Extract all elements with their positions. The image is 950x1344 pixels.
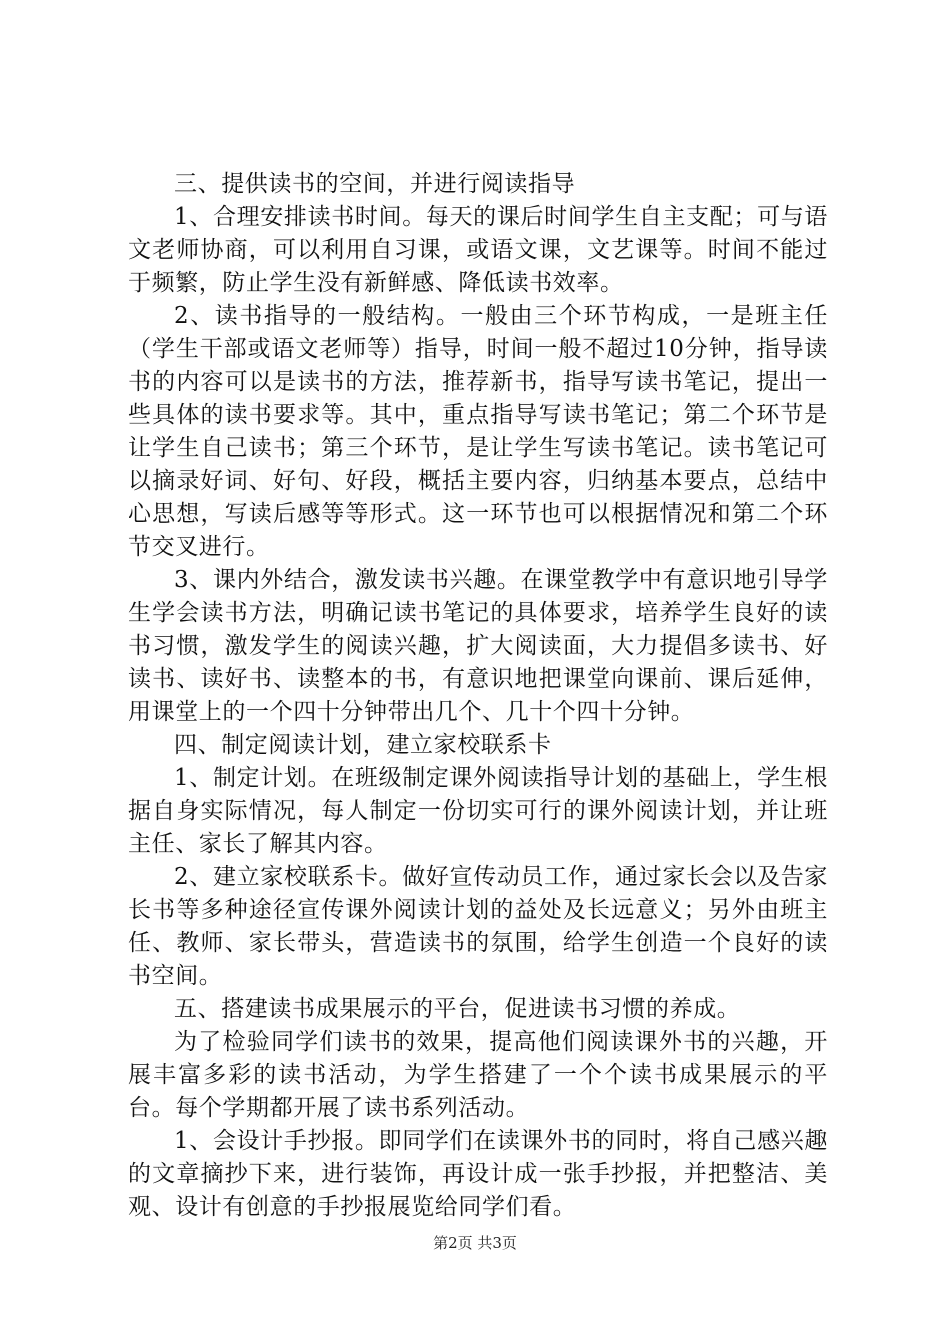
paragraph: 3、课内外结合，激发读书兴趣。在课堂教学中有意识地引导学生学会读书方法，明确记读书笔记的具体要求，培养学生良好的读书习惯，激发学生的阅读兴趣，扩大阅读面，大力提倡多读书、好读书、读好书、读整本的书，有意识地把课堂向课前、课后延伸，用课堂上的一个四十分钟带出几个、几十个四十分钟。 — [128, 567, 828, 725]
section-heading-4: 四、制定阅读计划，建立家校联系卡 — [174, 732, 552, 758]
page-footer: 第2页 共3页 — [433, 1234, 517, 1252]
paragraph: 1、合理安排读书时间。每天的课后时间学生自主支配；可与语文老师协商，可以利用自习课，或语文课，文艺课等。时间不能过于频繁，防止学生没有新鲜感、降低读书效率。 — [128, 204, 828, 296]
paragraph: 1、制定计划。在班级制定课外阅读指导计划的基础上，学生根据自身实际情况，每人制定一份切实可行的课外阅读计划，并让班主任、家长了解其内容。 — [128, 765, 828, 857]
paragraph: 2、读书指导的一般结构。一般由三个环节构成，一是班主任（学生干部或语文老师等）指导，时间一般不超过10分钟，指导读书的内容可以是读书的方法，推荐新书，指导写读书笔记，提出一些具体的读书要求等。其中，重点指导写读书笔记；第二个环节是让学生自己读书；第三个环节，是让学生写读书笔记。读书笔记可以摘录好词、好句、好段，概括主要内容，归纳基本要点，总结中心思想，写读后感等等形式。这一环节也可以根据情况和第二个环节交叉进行。 — [128, 303, 828, 560]
section-heading-3: 三、提供读书的空间，并进行阅读指导 — [174, 171, 576, 197]
section-heading-5: 五、搭建读书成果展示的平台，促进读书习惯的养成。 — [174, 996, 741, 1022]
paragraph: 为了检验同学们读书的效果，提高他们阅读课外书的兴趣，开展丰富多彩的读书活动，为学生搭建了一个个读书成果展示的平台。每个学期都开展了读书系列活动。 — [128, 1029, 828, 1121]
document-body — [128, 168, 828, 1224]
paragraph: 2、建立家校联系卡。做好宣传动员工作，通过家长会以及告家长书等多种途径宣传课外阅读计划的益处及长远意义；另外由班主任、教师、家长带头，营造读书的氛围，给学生创造一个良好的读书空间。 — [128, 864, 828, 989]
paragraph: 1、会设计手抄报。即同学们在读课外书的同时，将自己感兴趣的文章摘抄下来，进行装饰，再设计成一张手抄报，并把整洁、美观、设计有创意的手抄报展览给同学们看。 — [128, 1128, 828, 1220]
